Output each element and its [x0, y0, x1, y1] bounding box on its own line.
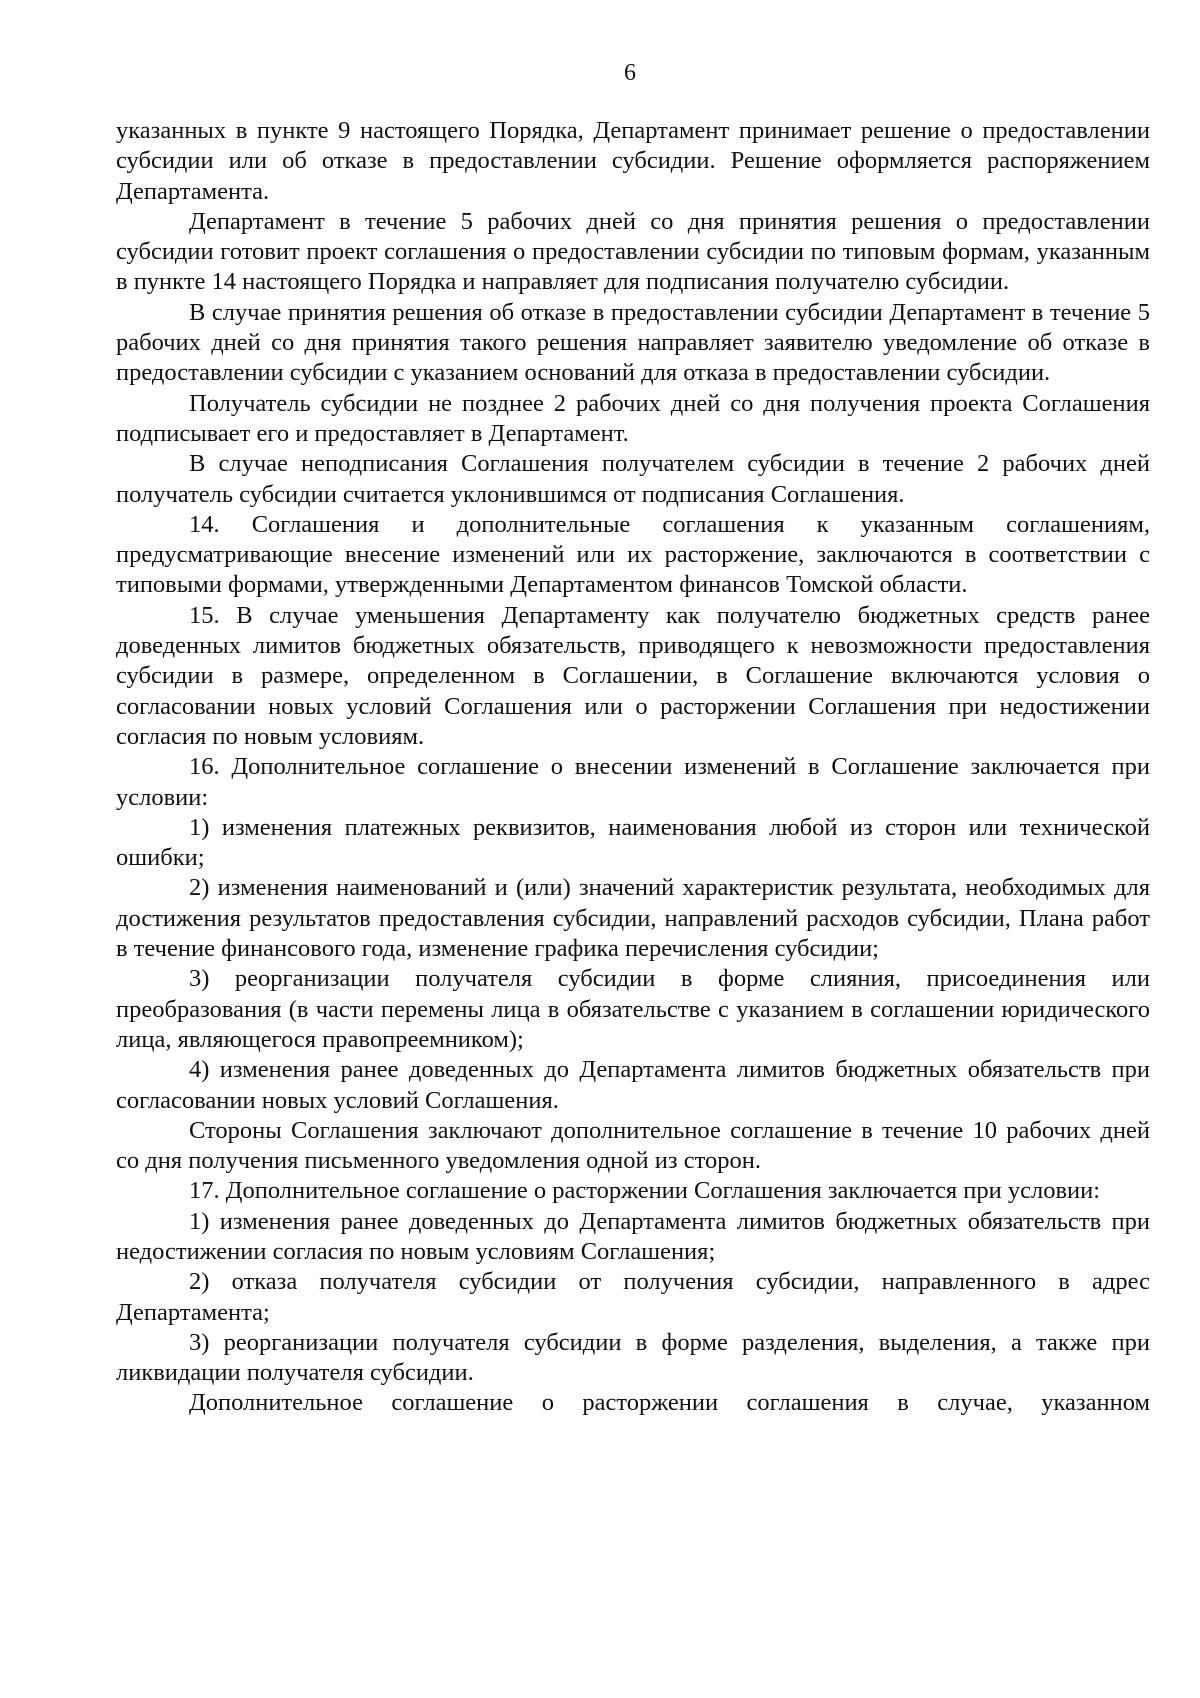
paragraph-continuation-clause-9: указанных в пункте 9 настоящего Порядка, Департамент принимает решение о предоставлении субсидии или об отказе в предоставлении субсидии. Решение оформляется распоряжением Департамента.	[116, 117, 1150, 205]
paragraph-clause-16-item-2: 2) изменения наименований и (или) значений характеристик результата, необходимых для достижения результатов предоставления субсидии, направлений расходов субсидии, Плана работ в течение финансового года, изменение графика перечисления субсидии;	[116, 874, 1150, 963]
document-body	[116, 116, 1150, 1419]
page-number: 6	[624, 60, 636, 86]
paragraph-clause-16-item-3: 3) реорганизации получателя субсидии в форме слияния, присоединения или преобразования (в части перемены лица в обязательстве с указанием в соглашении юридического лица, являющегося правопреемником);	[116, 965, 1150, 1053]
paragraph-clause-17-final: Дополнительное соглашение о расторжении соглашения в случае, указанном	[189, 1389, 1150, 1417]
paragraph-non-signing: В случае неподписания Соглашения получателем субсидии в течение 2 рабочих дней получатель субсидии считается уклонившимся от подписания Соглашения.	[116, 450, 1150, 508]
paragraph-clause-17-item-1: 1) изменения ранее доведенных до Департамента лимитов бюджетных обязательств при недостижении согласия по новым условиям Соглашения;	[116, 1207, 1150, 1265]
paragraph-clause-17-item-3: 3) реорганизации получателя субсидии в форме разделения, выделения, а также при ликвидации получателя субсидии.	[116, 1328, 1150, 1387]
paragraph-refusal-notice: В случае принятия решения об отказе в предоставлении субсидии Департамент в течение 5 рабочих дней со дня принятия такого решения направляет заявителю уведомление об отказе в предоставлении субсидии с указанием оснований для отказа в предоставлении субсидии.	[116, 298, 1150, 387]
paragraph-draft-agreement-5-days: Департамент в течение 5 рабочих дней со дня принятия решения о предоставлении субсидии готовит проект соглашения о предоставлении субсидии по типовым формам, указанным в пункте 14 настоящего Порядка и направляет для подписания получателю субсидии.	[116, 207, 1150, 296]
paragraph-clause-17-item-2: 2) отказа получателя субсидии от получения субсидии, направленного в адрес Департамента;	[116, 1268, 1150, 1326]
paragraph-clause-16-item-4: 4) изменения ранее доведенных до Департамента лимитов бюджетных обязательств при согласовании новых условий Соглашения.	[116, 1056, 1150, 1114]
paragraph-clause-17: 17. Дополнительное соглашение о расторжении Соглашения заключается при условии:	[189, 1177, 1101, 1205]
paragraph-clause-14: 14. Соглашения и дополнительные соглашения к указанным соглашениям, предусматривающие внесение изменений или их расторжение, заключаются в соответствии с типовыми формами, утвержденными Департаментом финансов Томской области.	[116, 510, 1150, 599]
paragraph-clause-16: 16. Дополнительное соглашение о внесении изменений в Соглашение заключается при условии:	[116, 753, 1150, 811]
paragraph-clause-16-item-1: 1) изменения платежных реквизитов, наименования любой из сторон или технической ошибки;	[116, 813, 1150, 872]
paragraph-clause-15: 15. В случае уменьшения Департаменту как получателю бюджетных средств ранее доведенных лимитов бюджетных обязательств, приводящего к невозможности предоставления субсидии в размере, определенном в Соглашении, в Соглашение включаются условия о согласовании новых условий Соглашения или о расторжении Соглашения при недостижении согласия по новым условиям.	[116, 601, 1150, 750]
paragraph-recipient-signs: Получатель субсидии не позднее 2 рабочих дней со дня получения проекта Соглашения подписывает его и предоставляет в Департамент.	[116, 389, 1150, 447]
paragraph-clause-16-parties: Стороны Соглашения заключают дополнительное соглашение в течение 10 рабочих дней со дня получения письменного уведомления одной из сторон.	[116, 1116, 1150, 1175]
